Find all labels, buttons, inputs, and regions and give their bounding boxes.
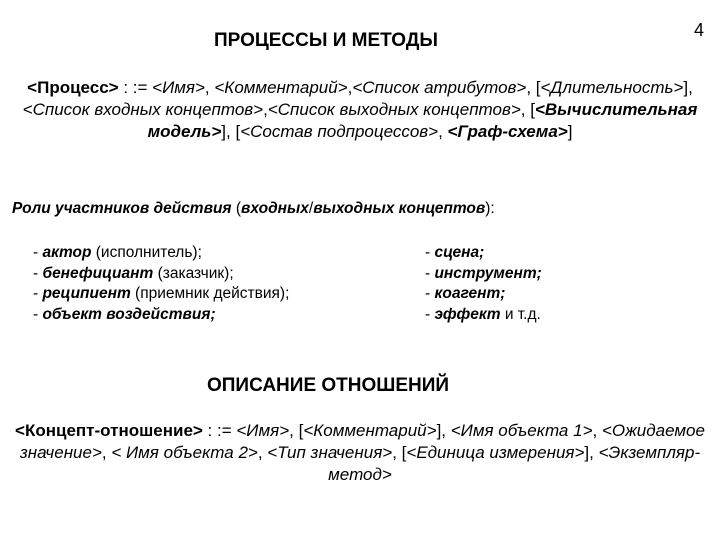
def-comp-model: <Вычислительная модель> <box>147 100 698 141</box>
role-term: инструмент; <box>434 264 542 282</box>
sep: , <box>263 100 268 119</box>
def-attrs: <Список атрибутов> <box>352 78 527 97</box>
roles-heading-em: Роли участников действия <box>12 200 232 217</box>
dash: - <box>33 244 43 261</box>
def-outputs: <Список выходных концептов> <box>267 100 521 119</box>
list-item <box>425 243 542 264</box>
roles-heading <box>12 200 495 218</box>
sep: ): <box>485 200 495 217</box>
sep: ( <box>231 200 242 217</box>
list-item <box>425 264 542 285</box>
relation-definition <box>8 420 712 486</box>
def-graph: <Граф-схема> <box>447 122 568 141</box>
rel-type: <Тип значения> <box>267 443 393 462</box>
dash: - <box>33 305 43 323</box>
sep: , <box>101 443 112 462</box>
def-comment: <Комментарий> <box>214 78 348 97</box>
list-item <box>33 305 289 326</box>
rel-comment: <Комментарий> <box>303 421 437 440</box>
list-item <box>33 264 289 285</box>
list-item <box>425 284 542 305</box>
sep: , [ <box>526 78 541 97</box>
role-note: (исполнитель); <box>91 244 202 261</box>
role-term: коагент; <box>434 285 506 302</box>
rel-expected: <Ожидаемое значение> <box>19 421 705 462</box>
sep: / <box>308 200 314 217</box>
section-title-processes: ПРОЦЕССЫ И МЕТОДЫ <box>214 30 438 51</box>
process-definition <box>8 77 712 143</box>
list-item <box>425 305 542 326</box>
roles-heading-in: входных <box>241 200 309 217</box>
role-note: (заказчик); <box>153 264 234 282</box>
assign-op: : := <box>118 78 153 97</box>
rel-name: <Имя> <box>236 421 290 440</box>
dash: - <box>33 264 43 282</box>
role-note: (приемник действия); <box>130 285 290 302</box>
def-duration: <Длительность> <box>540 78 684 97</box>
sep: , <box>204 78 215 97</box>
sep: , <box>257 443 268 462</box>
sep: , [ <box>392 443 407 462</box>
dash: - <box>425 305 435 323</box>
list-item <box>33 243 289 264</box>
assign-op: : := <box>202 421 237 440</box>
dash: - <box>425 264 435 282</box>
sep: , <box>592 421 602 440</box>
dash: - <box>425 244 435 261</box>
rel-obj2: < Имя объекта 2> <box>111 443 258 462</box>
process-term: <Процесс> <box>27 78 119 97</box>
role-term: эффект <box>434 305 501 323</box>
dash: - <box>425 285 435 302</box>
rel-unit: <Единица измерения> <box>406 443 585 462</box>
list-item <box>33 284 289 305</box>
def-inputs: <Список входных концептов> <box>22 100 264 119</box>
role-term: бенефициант <box>42 264 154 282</box>
section-title-relations: ОПИСАНИЕ ОТНОШЕНИЙ <box>207 375 450 396</box>
roles-heading-out: выходных концептов <box>313 200 486 217</box>
sep: ], <box>683 78 693 97</box>
role-term: актор <box>42 244 92 261</box>
sep: , <box>438 122 448 141</box>
role-term: реципиент <box>42 285 131 302</box>
def-name: <Имя> <box>152 78 205 97</box>
sep: ] <box>567 122 573 141</box>
rel-obj1: <Имя объекта 1> <box>450 421 593 440</box>
relation-term: <Концепт-отношение> <box>15 421 203 440</box>
sep: , [ <box>520 100 535 119</box>
rel-instance: <Экземпляр-метод> <box>328 443 701 484</box>
dash: - <box>33 285 43 302</box>
roles-right-list <box>425 243 542 325</box>
role-term: объект воздействия; <box>42 305 216 323</box>
page-number: 4 <box>694 20 705 40</box>
roles-left-list <box>33 243 289 325</box>
role-note: и т.д. <box>500 305 541 323</box>
def-subprocs: <Состав подпроцессов> <box>240 122 439 141</box>
sep: ], <box>436 421 451 440</box>
sep: , [ <box>289 421 304 440</box>
sep: ], <box>584 443 599 462</box>
sep: , <box>347 78 353 97</box>
role-term: сцена; <box>434 244 485 261</box>
sep: ], [ <box>221 122 241 141</box>
